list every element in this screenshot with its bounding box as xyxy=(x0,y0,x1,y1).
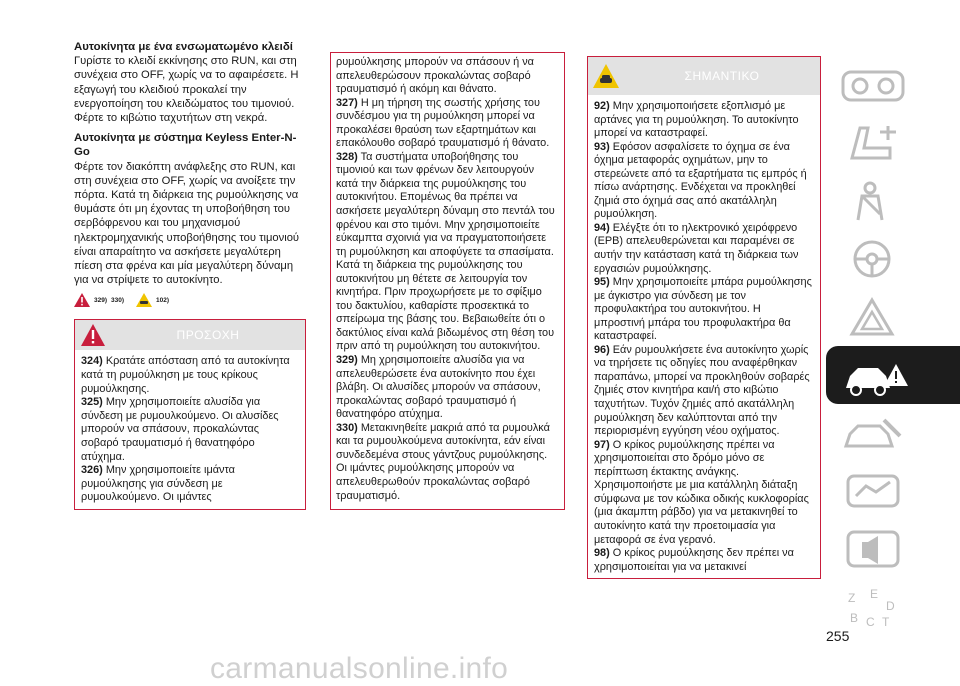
warning-triangle-icon xyxy=(74,293,90,307)
tab-steering[interactable] xyxy=(826,230,960,288)
item-text: Ο κρίκος ρυμούλκησης πρέπει να χρησιμοποιείται στο δρόμο μόνο σε περίπτωση έκτακτης ανάγκης. Χρησιμοποιήστε με μια κατάλληλη διάταξη σύμφωνα με τον κώδικα οδικής κυκλοφορίας (μια άκαμπτη ράβδο) για να μετακινηθεί το αυτοκίνητο κατά την προετοιμασία για μεταφορά σε ένα γερανό. xyxy=(594,438,809,546)
column-left xyxy=(74,40,306,510)
warning-box-continued xyxy=(330,52,565,510)
warning-header xyxy=(75,320,305,350)
page-number: 255 xyxy=(826,628,850,644)
item-text: Μην χρησιμοποιείτε ιμάντα ρυμούλκησης για σύνδεση με ρυμουλκούμενο. Οι ιμάντες xyxy=(81,464,235,504)
item-number: 94) xyxy=(594,221,610,234)
technical-data-icon xyxy=(840,470,910,512)
tab-car-dashboard[interactable] xyxy=(826,56,960,114)
item-number: 325) xyxy=(81,396,103,409)
item-number: 329) xyxy=(336,354,358,367)
item-text: Κρατάτε απόσταση από τα αυτοκίνητα κατά τη ρυμούλκηση με τους κρίκους ρυμούλκησης. xyxy=(81,355,290,395)
warning-body xyxy=(75,350,305,509)
note-item xyxy=(594,276,814,344)
tab-multimedia[interactable] xyxy=(826,520,960,578)
item-text: Ο κρίκος ρυμούλκησης δεν πρέπει να χρησιμοποιείται για να μετακινεί xyxy=(594,547,794,573)
caution-car-icon xyxy=(593,64,619,88)
item-text: Εάν ρυμουλκήσετε ένα αυτοκίνητο χωρίς να τηρήσετε τις οδηγίες που αναφέρθηκαν παραπάνω, μπορεί να προκληθούν σοβαρές ζημιές στον κινητήρα και/ή στο κιβώτιο ταχυτήτων. Τυχόν ζημιές από ακατάλληλη ρυμούλκηση δεν καλύπτονται από την περιορισμένη εγγύηση νέου οχήματος. xyxy=(594,343,810,438)
hazard-warning-icon xyxy=(840,296,910,338)
tab-car-seat[interactable] xyxy=(826,114,960,172)
item-text: Μην χρησιμοποιείτε αλυσίδα για σύνδεση με ρυμουλκούμενο. Οι αλυσίδες μπορούν να σπάσουν, προκαλώντας σοβαρό τραυματισμό ή θανατηφόρο ατύχημα. xyxy=(81,396,279,463)
note-item xyxy=(594,344,814,439)
tab-maintenance[interactable] xyxy=(826,404,960,462)
note-title: ΣΗΜΑΝΤΙΚΟ xyxy=(684,69,760,83)
item-number: 326) xyxy=(81,464,103,477)
warning-item xyxy=(81,396,299,464)
note-icon-wrap xyxy=(588,64,624,88)
warning-item xyxy=(336,151,559,354)
note-item xyxy=(594,141,814,222)
note-box xyxy=(587,56,821,579)
multimedia-icon xyxy=(840,528,910,570)
caution-triangle-icon xyxy=(136,293,152,307)
svg-text:D: D xyxy=(886,599,895,613)
item-text: Μην χρησιμοποιείτε μπάρα ρυμούλκησης με άγκιστρο για σύνδεση με τον προφυλακτήρα του αυτοκινήτου. Η μπροστινή μπάρα του προφυλακτήρα θα καταστραφεί. xyxy=(594,276,812,343)
svg-text:C: C xyxy=(866,615,875,629)
item-number: 327) xyxy=(336,96,358,109)
warning-item xyxy=(81,464,299,505)
note-item xyxy=(594,547,814,574)
note-header xyxy=(588,57,820,95)
item-number: 324) xyxy=(81,355,103,368)
note-body xyxy=(588,95,820,578)
column-middle xyxy=(330,52,565,510)
wrench-car-icon xyxy=(840,412,910,454)
reference-link[interactable]: 330) xyxy=(111,296,125,304)
note-item xyxy=(594,100,814,141)
car-accident-icon xyxy=(840,354,912,398)
tab-technical-data[interactable] xyxy=(826,462,960,520)
warning-item xyxy=(336,354,559,422)
note-item xyxy=(594,439,814,547)
warning-item xyxy=(81,355,299,396)
car-dashboard-icon xyxy=(840,64,910,106)
warning-item xyxy=(336,97,559,151)
steering-wheel-icon xyxy=(840,238,910,280)
section-text: Γυρίστε το κλειδί εκκίνησης στο RUN, και στη συνέχεια στο OFF, χωρίς να το αφαιρέσετε. Η εξαγωγή του κλειδιού προκαλεί την ενεργοποίηση του κλειδώματος του τιμονιού. Φέρτε το κιβώτιο ταχυτήτων στη νεκρά. xyxy=(74,55,299,125)
item-number: 95) xyxy=(594,276,610,289)
reference-link[interactable]: 102) xyxy=(156,296,170,304)
item-number: 330) xyxy=(336,421,358,434)
safety-belt-icon xyxy=(840,180,910,222)
svg-text:Z: Z xyxy=(848,591,856,605)
watermark: carmanualsonline.info xyxy=(210,652,509,685)
item-number: 96) xyxy=(594,343,610,356)
section-title: Αυτοκίνητα με ένα ενσωματωμένο κλειδί xyxy=(74,41,293,53)
tab-emergency[interactable] xyxy=(826,346,960,404)
item-text: Η μη τήρηση της σωστής χρήσης του συνδέσμου για τη ρυμούλκηση μπορεί να προκαλέσει θραύση των εξαρτημάτων και επακόλουθο σοβαρό τραυματισμό ή θάνατο. xyxy=(336,96,550,150)
item-number: 97) xyxy=(594,438,610,451)
svg-text:E: E xyxy=(870,587,879,601)
warning-title: ΠΡΟΣΟΧΗ xyxy=(176,328,240,343)
warning-box xyxy=(74,319,306,510)
svg-text:T: T xyxy=(882,615,890,629)
warning-triangle-icon xyxy=(81,324,105,346)
item-number: 98) xyxy=(594,547,610,560)
section-text: Φέρτε τον διακόπτη ανάφλεξης στο RUN, και στη συνέχεια στο OFF, χωρίς να ανοίξετε την πόρτα. Κατά τη διάρκεια της ρυμούλκησης να θυμάστε ότι μη έχοντας τη υποβοήθηση του σερβόφρενου και του μηχανισμού ηλεκτρομηχανικής υποβοήθησης του τιμονιού είναι απαραίτητο να ασκήσετε μεγαλύτερη πίεση στα φρένα και μία μεγαλύτερη δύναμη για να στρίψετε το αυτοκίνητο. xyxy=(74,160,300,287)
item-text: Ελέγξτε ότι το ηλεκτρονικό χειρόφρενο (EPB) απελευθερώνεται και παραμένει σε αυτήν την κατάσταση κατά τη διάρκεια των εργασιών ρυμούλκησης. xyxy=(594,221,799,275)
item-text: Μετακινηθείτε μακριά από τα ρυμουλκά και τα ρυμουλκούμενα αυτοκίνητα, εάν είναι συνδεδεμένα στους γάντζους ρυμούλκησης. Οι ιμάντες ρυμούλκησης μπορούν να απελευθερωθούν προκαλώντας σοβαρό τραυματισμό. xyxy=(336,421,550,502)
item-text: Μη χρησιμοποιείτε αλυσίδα για να απελευθερώσετε ένα αυτοκίνητο που έχει βλάβη. Οι αλυσίδες μπορούν να σπάσουν, προκαλώντας σοβαρό τραυματισμό ή θανατηφόρο ατύχημα. xyxy=(336,354,541,421)
section-single-key xyxy=(74,40,306,125)
column-right xyxy=(587,56,821,579)
warning-item xyxy=(336,422,559,503)
warning-references xyxy=(74,293,306,307)
item-number: 93) xyxy=(594,140,610,153)
tab-warning-lights[interactable] xyxy=(826,288,960,346)
item-number: 328) xyxy=(336,150,358,163)
car-seat-icon xyxy=(840,122,910,164)
section-title: Αυτοκίνητα με σύστημα Keyless Enter-N-Go xyxy=(74,132,297,159)
reference-link[interactable]: 329) xyxy=(94,296,108,304)
note-item xyxy=(594,222,814,276)
section-keyless xyxy=(74,131,306,287)
item-number: 92) xyxy=(594,100,610,112)
tab-safety[interactable] xyxy=(826,172,960,230)
item-text: Εφόσον ασφαλίσετε το όχημα σε ένα όχημα μεταφοράς οχημάτων, μην το στερεώνετε από τα εξαρτήματα τις εμπρός ή πίσω ανάρτησης. Ενδέχεται να προκληθεί ζημιά στο όχημά σας από ακατάλληλη ρυμούλκηση. xyxy=(594,140,807,221)
warning-text: ρυμούλκησης μπορούν να σπάσουν ή να απελευθερώσουν προκαλώντας σοβαρό τραυματισμό ή ακόμη και θάνατο. xyxy=(336,56,534,96)
svg-text:B: B xyxy=(850,611,859,625)
warning-icon-wrap xyxy=(75,324,111,346)
item-text: Μην χρησιμοποιήσετε εξοπλισμό με αρτάνες για τη ρυμούλκηση. Το αυτοκίνητο μπορεί να καταστραφεί. xyxy=(594,100,799,140)
item-text: Τα συστήματα υποβοήθησης του τιμονιού και των φρένων δεν λειτουργούν κατά την διάρκεια της ρυμούλκησης του αυτοκινήτου. Επομένως θα πρέπει να ασκήσετε μεγαλύτερη δύναμη στο πεντάλ του φρένου και στο τιμόνι. Μην χρησιμοποιείτε εύκαμπτα σχοινιά για να πραγματοποιήσετε τη ρυμούλκηση και αποφύγετε τα σπασίματα. Κατά τη διάρκεια της ρυμούλκησης του αυτοκινήτου μη θέτετε σε λειτουργία τον κινητήρα. Πριν προχωρήσετε με το σφίξιμο του δακτυλίου, καθαρίστε προσεκτικά το σπείρωμα της βάσης του. Βεβαιωθείτε ότι ο δακτύλιος είναι καλά βιδωμένος στη θέση του πριν από τη ρυμούλκηση του αυτοκινήτου. xyxy=(336,150,555,353)
alphabetical-index-icon xyxy=(840,586,910,630)
